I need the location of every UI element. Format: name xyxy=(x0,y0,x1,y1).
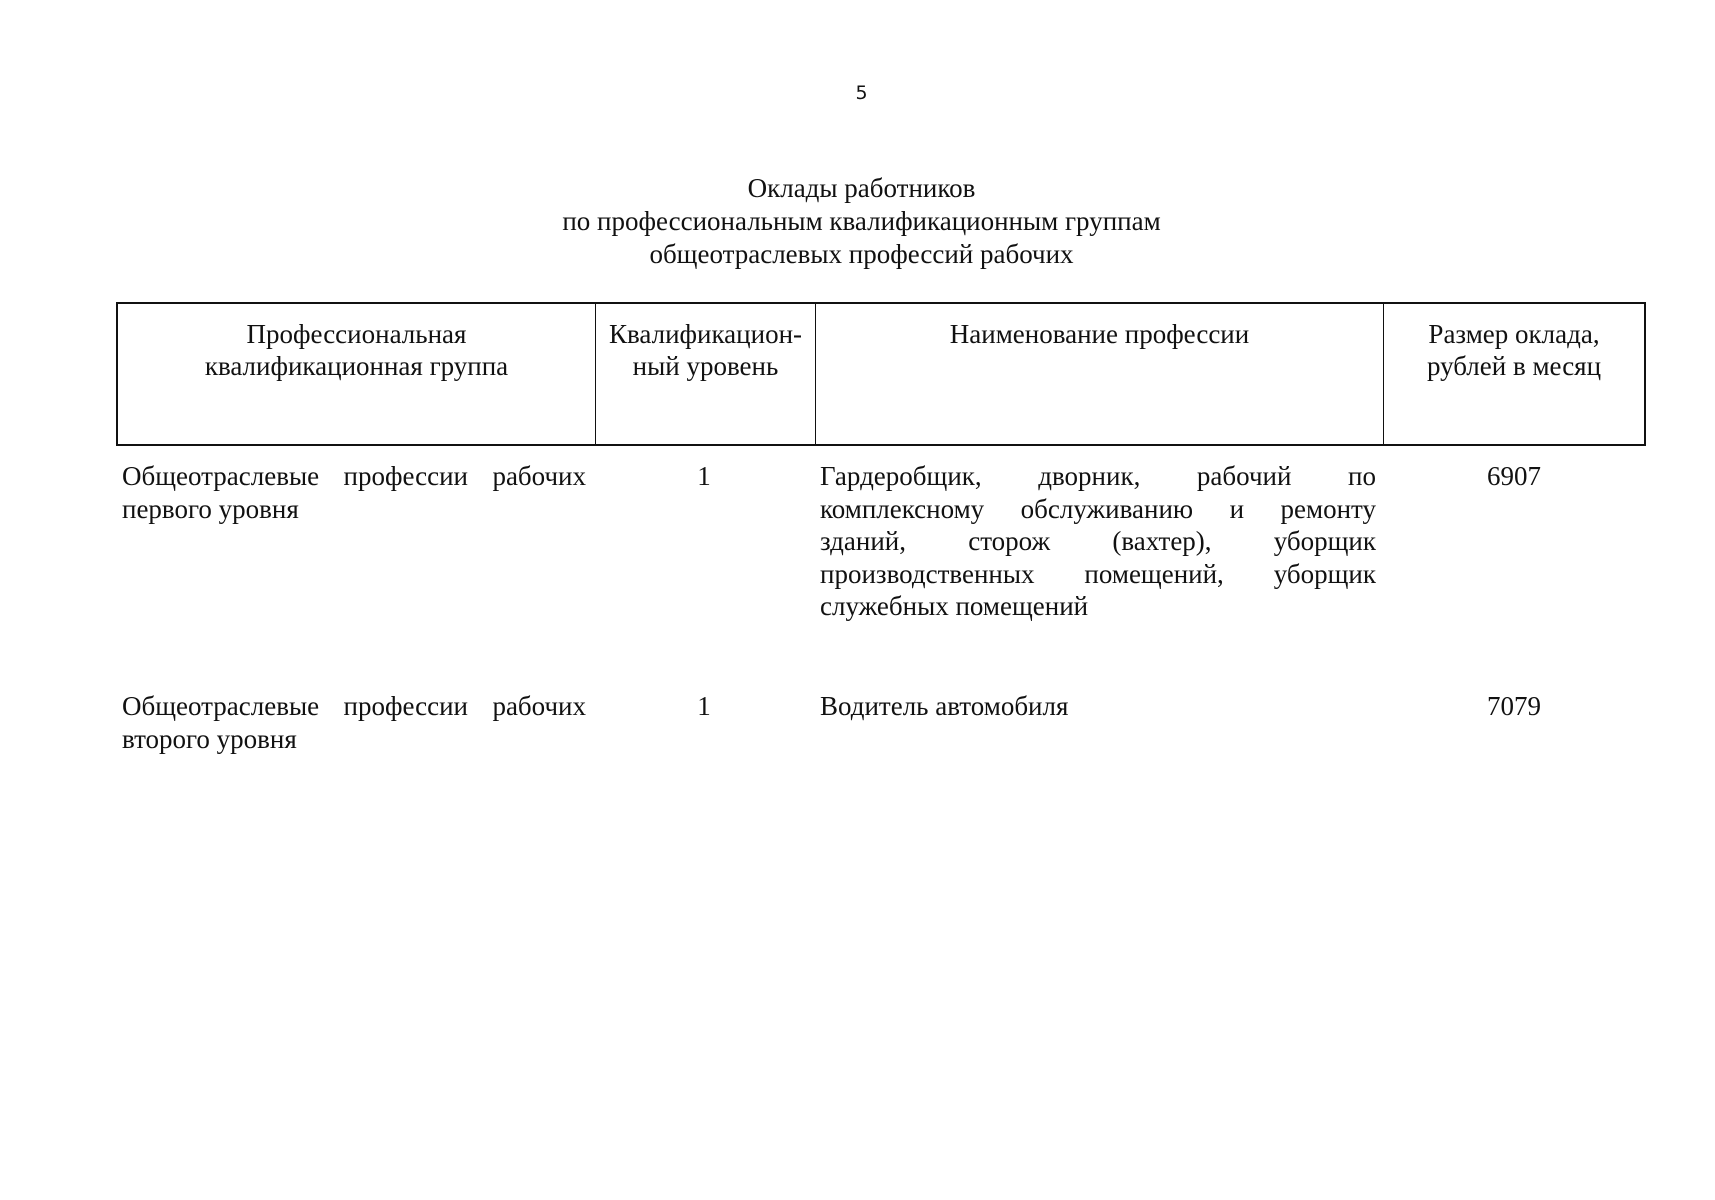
table-header xyxy=(116,302,1646,446)
cell-salary: 6907 xyxy=(1487,461,1541,491)
cell-text: Гардеробщик, дворник, рабочий по xyxy=(820,461,1376,491)
cell-text: Общеотраслевые профессии рабочих xyxy=(122,691,586,721)
header-qualification-level xyxy=(596,304,816,444)
title-line-2: по профессиональным квалификационным группам xyxy=(562,206,1161,236)
cell-level: 1 xyxy=(697,461,711,491)
header-profession-name xyxy=(816,304,1384,444)
cell-text: комплексному обслуживанию и ремонту xyxy=(820,493,1376,524)
header-salary xyxy=(1384,304,1644,444)
cell-group xyxy=(116,690,594,755)
cell-level: 1 xyxy=(697,691,711,721)
header-text: Квалификацион- xyxy=(608,319,803,349)
cell-salary: 7079 xyxy=(1487,691,1541,721)
table-row xyxy=(116,460,1646,623)
header-text: Профессиональная xyxy=(246,319,467,349)
header-text: Размер оклада, xyxy=(1428,319,1600,349)
cell-profession xyxy=(814,690,1382,755)
document-title xyxy=(0,172,1715,271)
title-line-3: общеотраслевых профессий рабочих xyxy=(649,239,1074,269)
header-text: квалификационная группа xyxy=(204,351,509,381)
cell-text: производственных помещений, уборщик xyxy=(820,558,1376,589)
cell-group xyxy=(116,460,594,623)
page-number: 5 xyxy=(855,82,868,104)
header-text: Наименование профессии xyxy=(949,319,1250,349)
cell-text: второго уровня xyxy=(122,723,297,754)
table-row xyxy=(116,690,1646,755)
cell-text: служебных помещений xyxy=(820,591,1089,621)
cell-profession xyxy=(814,460,1382,623)
header-text: рублей в месяц xyxy=(1426,351,1602,381)
cell-text: зданий, сторож (вахтер), уборщик xyxy=(820,526,1376,556)
header-text: ный уровень xyxy=(632,351,779,381)
cell-text: Общеотраслевые профессии рабочих xyxy=(122,461,586,491)
header-professional-group xyxy=(118,304,596,444)
cell-text: первого уровня xyxy=(122,493,299,524)
cell-text: Водитель автомобиля xyxy=(820,691,1069,721)
title-line-1: Оклады работников xyxy=(747,173,976,203)
